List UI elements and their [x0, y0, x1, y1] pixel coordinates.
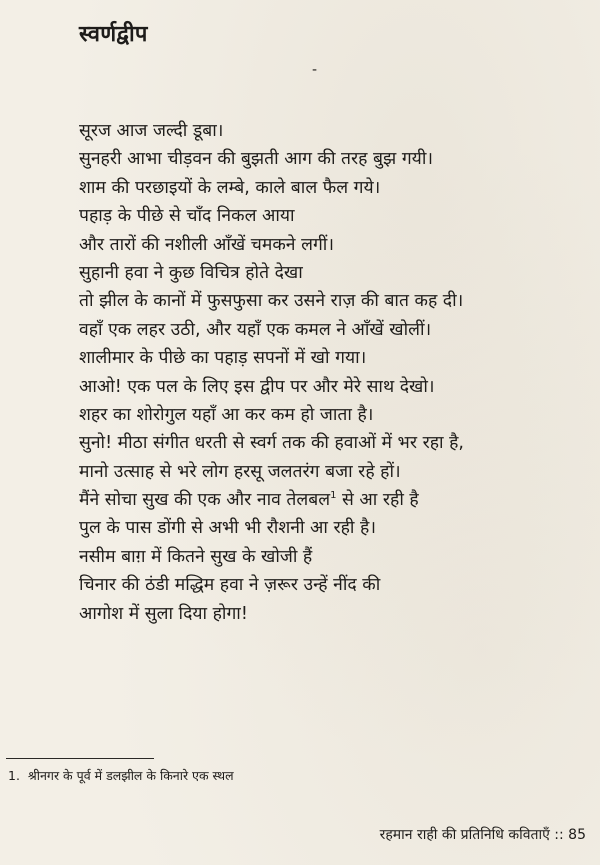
poem-line: वहाँ एक लहर उठी, और यहाँ एक कमल ने आँखें खोलीं। — [79, 319, 432, 340]
page-number: 85 — [568, 827, 586, 843]
poem-line: और तारों की नशीली आँखें चमकने लगीं। — [79, 234, 334, 255]
poem-line: सुनहरी आभा चीड़वन की बुझती आग की तरह बुझ गयी। — [79, 149, 433, 170]
poem-line: नसीम बाग़ में कितने सुख के खोजी हैं — [79, 546, 313, 567]
poem-line: पहाड़ के पीछे से चाँद निकल आया — [79, 206, 295, 227]
poem-line: मैंने सोचा सुख की एक और नाव तेलबल$^1$ से आ रही है — [79, 490, 419, 511]
title-separator-mark: - — [312, 62, 318, 78]
poem-title: स्वर्णद्वीप — [79, 22, 148, 47]
footnote-text: श्रीनगर के पूर्व में डलझील के किनारे एक स्थल — [27, 768, 234, 783]
poem-line: शालीमार के पीछे का पहाड़ सपनों में खो गया। — [79, 348, 367, 369]
footer-separator: :: — [554, 827, 564, 843]
poem-line: सुहानी हवा ने कुछ विचित्र होते देखा — [79, 262, 303, 283]
book-title: रहमान राही की प्रतिनिधि कविताएँ — [379, 827, 550, 843]
footnote-divider — [6, 758, 154, 759]
poem-line: चिनार की ठंडी मद्धिम हवा ने ज़रूर उन्हें नींद की — [79, 575, 381, 596]
poem-line: मानो उत्साह से भरे लोग हरसू जलतरंग बजा रहे हों। — [79, 461, 401, 482]
poem-line: पुल के पास डोंगी से अभी भी रौशनी आ रही है। — [79, 518, 376, 539]
poem-line: आओ! एक पल के लिए इस द्वीप पर और मेरे साथ देखो। — [79, 376, 435, 397]
poem-line: आगोश में सुला दिया होगा! — [79, 603, 248, 624]
page-footer — [380, 825, 586, 844]
footnote-reference[interactable]: 1 — [330, 490, 337, 502]
poem-line: तो झील के कानों में फुसफुसा कर उसने राज़ की बात कह दी। — [79, 291, 464, 312]
footnote — [8, 767, 234, 784]
poem-line: शाम की परछाइयों के लम्बे, काले बाल फैल गये। — [79, 177, 381, 198]
poem-body — [79, 117, 589, 628]
footnote-number: 1. — [8, 768, 20, 783]
poem-line: सुनो! मीठा संगीत धरती से स्वर्ग तक की हवाओं में भर रहा है, — [79, 433, 464, 454]
poem-line: सूरज आज जल्दी डूबा। — [79, 121, 224, 141]
poem-line: शहर का शोरोगुल यहाँ आ कर कम हो जाता है। — [79, 404, 374, 425]
